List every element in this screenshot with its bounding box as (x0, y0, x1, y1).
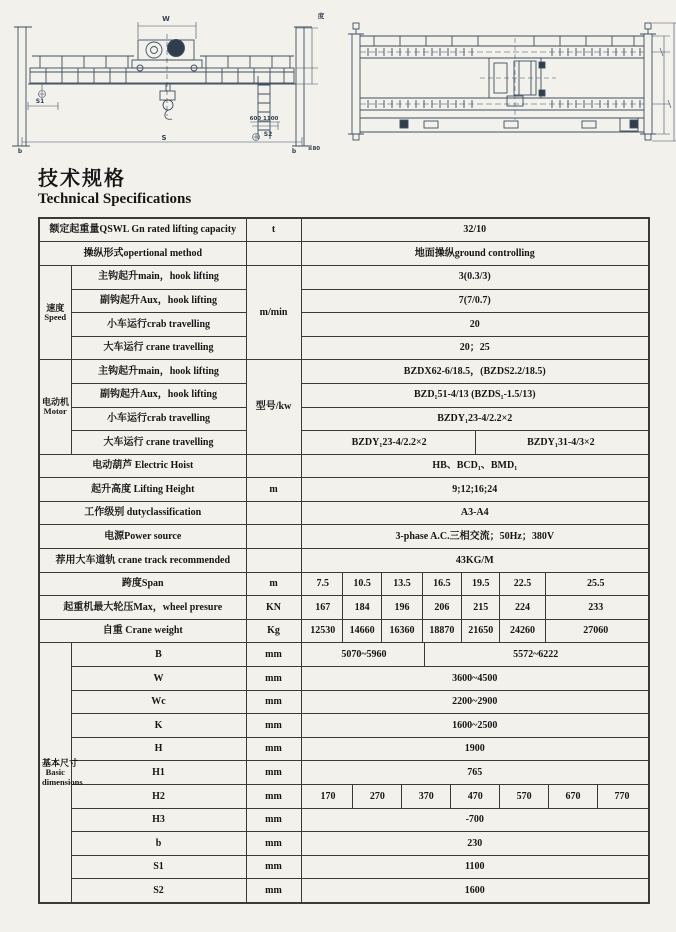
unit-cell: mm (246, 808, 301, 832)
value-subcell: 230 (467, 837, 483, 849)
page-title-en: Technical Specifications (38, 191, 192, 207)
value-subcell: 370 (401, 785, 450, 808)
spec-label: H3 (71, 808, 246, 832)
spec-row (39, 431, 649, 455)
spec-label: 小车运行crab travelling (71, 313, 246, 337)
value-subcell: BZDY₁31-4/3×2 (475, 431, 646, 454)
value-cell (301, 832, 649, 856)
value-subcell: 12530 (310, 625, 336, 637)
value-cell (301, 265, 649, 289)
spec-row (39, 643, 649, 667)
spec-label: 起升高度 Lifting Height (39, 478, 246, 502)
group-cell (39, 643, 83, 903)
unit-cell: mm (246, 855, 301, 879)
spec-row (39, 383, 649, 407)
unit-cell: mm (246, 714, 301, 738)
spec-label: 大车运行 crane travelling (71, 336, 246, 360)
value-subcell: 5070~5960 (341, 648, 387, 660)
value-subcell: 19.5 (461, 573, 499, 596)
value-subcell: 16.5 (422, 573, 461, 596)
spec-label: 大车运行 crane travelling (71, 431, 246, 455)
value-cell (301, 407, 649, 431)
value-subcell: 地面操纵ground controlling (414, 247, 535, 259)
value-subcell: A3-A4 (460, 507, 489, 519)
unit-cell: Kg (246, 619, 301, 643)
value-subcell: 233 (545, 596, 646, 619)
spec-label: 跨度Span (39, 572, 246, 596)
value-subcell: 22.5 (499, 573, 544, 596)
dim-label-b-right: b (291, 148, 297, 155)
value-subcell: 470 (450, 785, 499, 808)
value-cell (301, 313, 649, 337)
value-subcell: 206 (422, 596, 461, 619)
end-carriages (348, 23, 656, 140)
spec-label: 主钩起升main，hook lifting (71, 360, 246, 384)
spec-label: 自重 Crane weight (39, 619, 246, 643)
spec-label: 副钩起升Aux，hook lifting (71, 383, 246, 407)
dim-label-b-left: b (17, 148, 23, 155)
note-top-right: 度 (317, 12, 325, 20)
value-subcell: -700 (465, 814, 484, 826)
value-cell (301, 501, 649, 525)
value-subcell: 770 (597, 785, 646, 808)
value-subcell: 10.5 (342, 573, 381, 596)
value-subcell: 43KG/M (455, 554, 494, 566)
page-title-block (38, 168, 676, 209)
unit-cell: mm (246, 643, 301, 667)
unit-cell: mm (246, 667, 301, 691)
spec-row (39, 572, 649, 596)
spec-label: 额定起重量QSWL Gn rated lifting capacity (39, 218, 246, 242)
spec-row (39, 832, 649, 856)
value-subcell: BZDY₁23-4/2.2×2 (437, 413, 513, 425)
value-subcell: 2200~2900 (452, 696, 498, 708)
hook-block (160, 83, 175, 119)
access-ladder (258, 76, 270, 139)
dim-label-s1: S1 (35, 98, 45, 105)
spec-row (39, 667, 649, 691)
spec-row (39, 218, 649, 242)
spec-label: H (71, 737, 246, 761)
spec-label: 小车运行crab travelling (71, 407, 246, 431)
value-subcell: 20；25 (459, 342, 490, 354)
value-cell (301, 549, 649, 573)
value-subcell: 14660 (342, 620, 381, 643)
spec-label: b (71, 832, 246, 856)
value-cell (301, 289, 649, 313)
spec-row (39, 478, 649, 502)
spec-label: 工作级别 dutyclassification (39, 501, 246, 525)
dim-label-ladder: 600 1100 (249, 116, 279, 122)
spec-label: 操纵形式opertional method (39, 242, 246, 266)
group-label-cn: 基本尺寸 (42, 757, 79, 768)
group-label-cn: 电动机 (42, 396, 70, 407)
dim-label-s: S (161, 134, 167, 142)
value-cell (301, 879, 649, 903)
unit-cell: t (246, 218, 301, 242)
value-cell (301, 218, 649, 242)
unit-cell (246, 549, 301, 573)
value-cell (301, 478, 649, 502)
spec-label: B (71, 643, 246, 667)
value-cell (301, 808, 649, 832)
unit-cell (246, 501, 301, 525)
value-subcell: 1900 (464, 743, 485, 755)
unit-cell (246, 242, 301, 266)
value-subcell: 170 (320, 790, 336, 802)
value-subcell: 7.5 (316, 578, 329, 590)
spec-row (39, 619, 649, 643)
spec-row (39, 289, 649, 313)
dimension-lines (652, 23, 676, 141)
value-subcell: 7(7/0.7) (458, 295, 491, 307)
value-subcell: 570 (499, 785, 548, 808)
value-cell (301, 242, 649, 266)
value-subcell: 1600~2500 (452, 719, 498, 731)
value-subcell: 184 (342, 596, 381, 619)
value-cell (301, 785, 649, 809)
value-subcell: 24260 (499, 620, 544, 643)
spec-row (39, 808, 649, 832)
value-subcell: 9;12;16;24 (452, 483, 498, 495)
value-cell (301, 596, 649, 620)
group-label-en: Basic dimensions (42, 767, 83, 787)
spec-label: 起重机最大轮压Max，wheel presure (39, 596, 246, 620)
technical-specifications-table (38, 217, 650, 904)
spec-label: 电动葫芦 Electric Hoist (39, 454, 246, 478)
value-subcell: BZDY₁23-4/2.2×2 (351, 436, 427, 448)
group-cell (39, 360, 71, 454)
spec-row (39, 360, 649, 384)
spec-row (39, 690, 649, 714)
group-label-en: Speed (44, 311, 67, 322)
group-label-cn: 速度 (46, 302, 65, 313)
spec-label: S2 (71, 879, 246, 903)
spec-label: H2 (71, 785, 246, 809)
value-subcell: 1600 (464, 884, 485, 896)
spec-label: H1 (71, 761, 246, 785)
dim-label-w: W (162, 15, 170, 23)
value-cell (301, 525, 649, 549)
value-subcell: 670 (548, 785, 597, 808)
value-cell (301, 643, 649, 667)
value-cell (301, 855, 649, 879)
group-label-en: Motor (43, 406, 67, 417)
value-subcell: 27060 (545, 620, 646, 643)
unit-cell: mm (246, 832, 301, 856)
value-subcell: 32/10 (463, 224, 487, 236)
spec-label: K (71, 714, 246, 738)
dim-label-s2: S2 (263, 131, 273, 138)
unit-cell (246, 525, 301, 549)
runway-columns (12, 27, 312, 146)
value-subcell: 20 (469, 318, 480, 330)
value-cell (301, 761, 649, 785)
value-subcell: 25.5 (545, 573, 646, 596)
value-subcell: 3-phase A.C.三相交流；50Hz；380V (395, 531, 555, 543)
unit-cell: mm (246, 879, 301, 903)
spec-row (39, 336, 649, 360)
value-subcell: 18870 (422, 620, 461, 643)
spec-table-body (39, 218, 649, 903)
spec-row (39, 454, 649, 478)
spec-row (39, 855, 649, 879)
value-subcell: 224 (499, 596, 544, 619)
spec-label: W (71, 667, 246, 691)
spec-row (39, 407, 649, 431)
value-cell (301, 572, 649, 596)
value-subcell: BZDX62-6/18.5，(BZDS2.2/18.5) (403, 365, 546, 377)
value-cell (301, 714, 649, 738)
spec-row (39, 785, 649, 809)
crane-plan-view-drawing (334, 6, 676, 156)
value-cell (301, 360, 649, 384)
spec-label: 副钩起升Aux，hook lifting (71, 289, 246, 313)
spec-label: Wc (71, 690, 246, 714)
spec-row (39, 313, 649, 337)
value-cell (301, 737, 649, 761)
value-cell (301, 431, 649, 455)
unit-cell: mm (246, 690, 301, 714)
spec-label: 主钩起升main，hook lifting (71, 265, 246, 289)
unit-cell (246, 454, 301, 478)
unit-cell: mm (246, 785, 301, 809)
spec-label: 电源Power source (39, 525, 246, 549)
value-subcell: 1100 (465, 861, 485, 873)
unit-cell: KN (246, 596, 301, 620)
value-subcell: 765 (467, 766, 483, 778)
spec-row (39, 525, 649, 549)
spec-row (39, 737, 649, 761)
trolley-plan (474, 38, 556, 120)
group-cell (39, 265, 71, 359)
unit-cell: mm (246, 761, 301, 785)
value-cell (301, 619, 649, 643)
value-subcell: 21650 (461, 620, 499, 643)
spec-row (39, 242, 649, 266)
crane-front-view-drawing (6, 6, 328, 156)
value-subcell: HB、BCD₁、BMD₁ (432, 460, 518, 472)
page-title-cn: 技术规格 (38, 168, 126, 190)
value-subcell: 13.5 (381, 573, 421, 596)
value-cell (301, 690, 649, 714)
value-subcell: BZD₁51-4/13 (BZDS₁-1.5/13) (413, 389, 536, 401)
unit-cell: m/min (246, 265, 301, 359)
unit-cell: mm (246, 737, 301, 761)
spec-row (39, 501, 649, 525)
value-cell (301, 336, 649, 360)
value-cell (301, 667, 649, 691)
value-subcell: 167 (315, 601, 331, 613)
spec-row (39, 596, 649, 620)
value-cell (301, 383, 649, 407)
value-subcell: 3600~4500 (452, 672, 498, 684)
spec-row (39, 549, 649, 573)
spec-row (39, 879, 649, 903)
spec-row (39, 761, 649, 785)
value-cell (301, 454, 649, 478)
spec-label: S1 (71, 855, 246, 879)
value-subcell: 16360 (381, 620, 421, 643)
unit-cell: 型号/kw (246, 360, 301, 454)
unit-cell: m (246, 572, 301, 596)
hoist-trolley (132, 34, 202, 116)
spec-label: 荐用大车道轨 crane track recommended (39, 549, 246, 573)
value-subcell: 215 (461, 596, 499, 619)
spec-row (39, 265, 649, 289)
value-subcell: 270 (352, 785, 401, 808)
value-subcell: 5572~6222 (424, 643, 646, 666)
walkway (360, 118, 644, 132)
technical-drawings (0, 0, 676, 158)
spec-row (39, 714, 649, 738)
dim-label-clearance: ≥80 (307, 146, 321, 152)
main-girders (360, 36, 644, 110)
value-subcell: 196 (381, 596, 421, 619)
value-subcell: 3(0.3/3) (458, 271, 491, 283)
unit-cell: m (246, 478, 301, 502)
